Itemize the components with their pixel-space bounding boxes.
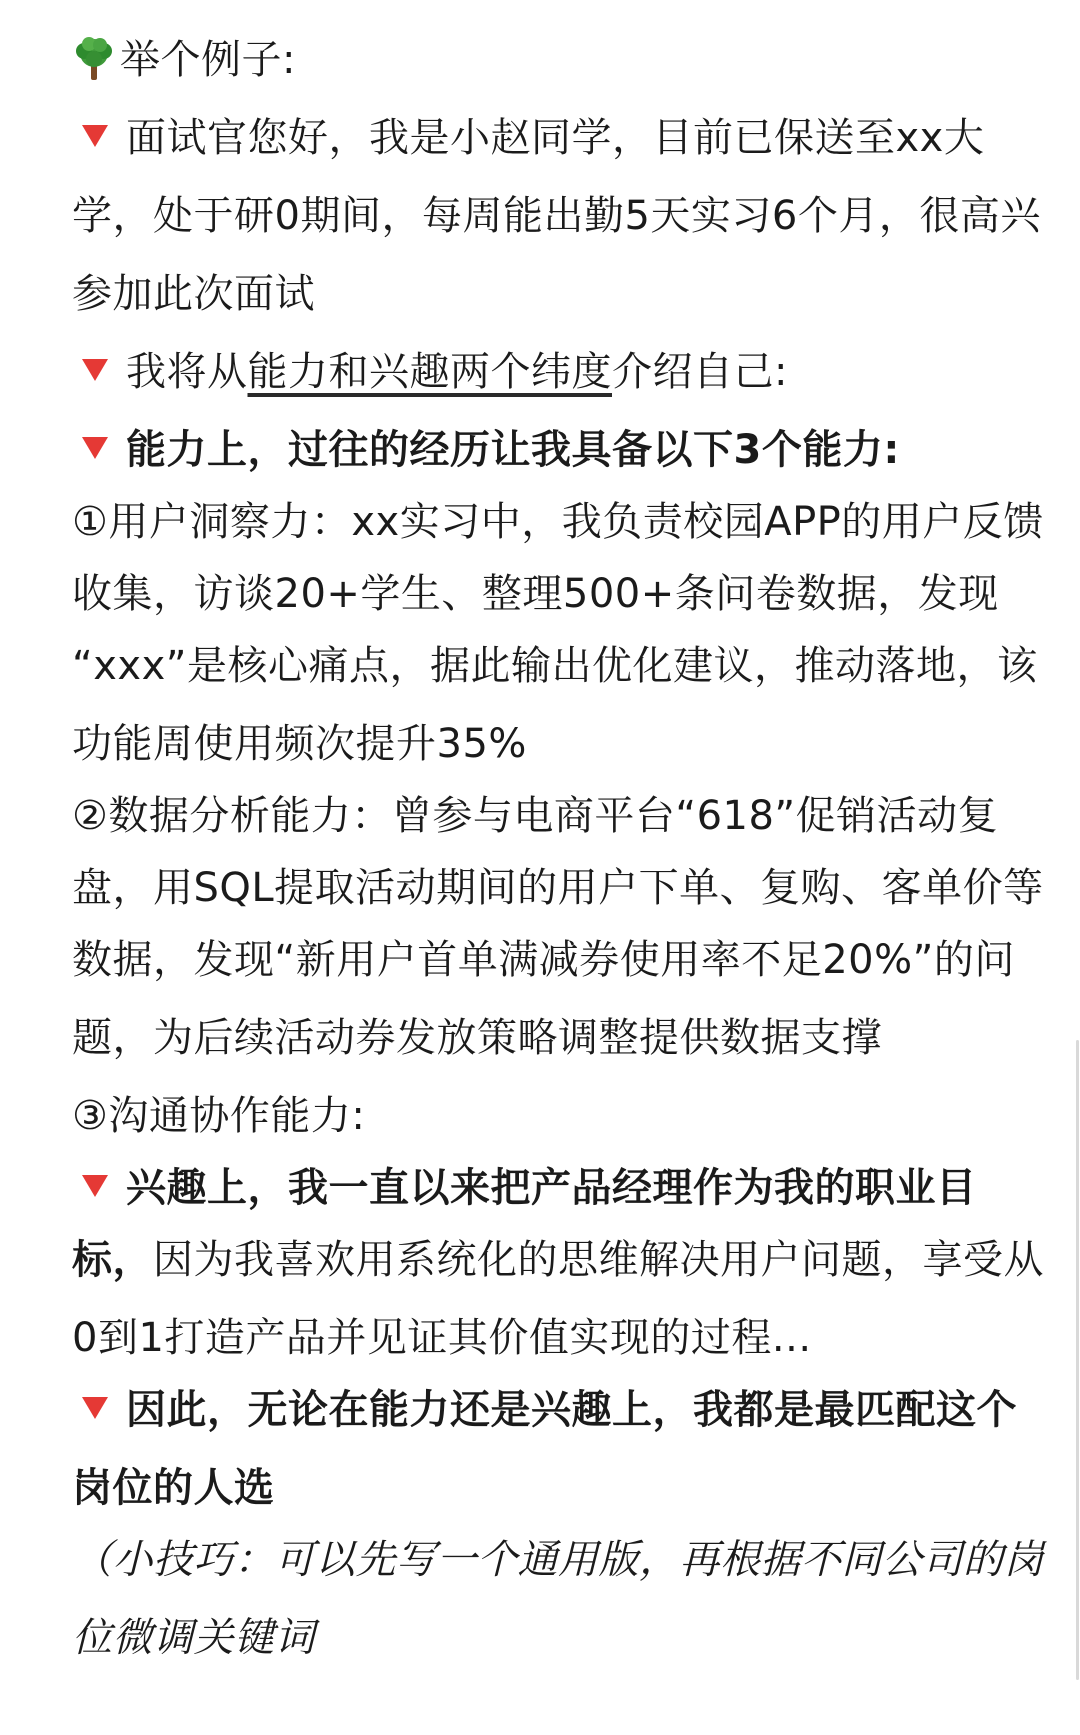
- scrollbar[interactable]: [1076, 1040, 1079, 1680]
- tip-line-2: 位微调关键词: [72, 1615, 315, 1661]
- red-triangle-icon: [82, 125, 108, 147]
- interest-line-3: 0到1打造产品并见证其价值实现的过程...: [72, 1315, 812, 1361]
- note-content: [72, 24, 1044, 1674]
- dimension-line: [72, 336, 1037, 408]
- dimension-text-after: 介绍自己:: [612, 349, 788, 395]
- red-triangle-icon: [82, 1397, 108, 1419]
- heading-text: 举个例子:: [120, 37, 296, 83]
- interest-bold-tail: 标，: [72, 1237, 153, 1283]
- dimension-underlined-text: 能力和兴趣两个纬度: [247, 349, 612, 395]
- ability1-line-2: 收集，访谈20+学生、整理500+条问卷数据，发现: [72, 571, 999, 617]
- interest-bold-text: 兴趣上，我一直以来把产品经理作为我的职业目: [126, 1165, 977, 1211]
- ability3-line: ③沟通协作能力:: [72, 1093, 366, 1139]
- ability2-line-2: 盘，用SQL提取活动期间的用户下单、复购、客单价等: [72, 865, 1044, 911]
- conclusion-text: 因此，无论在能力还是兴趣上，我都是最匹配这个: [126, 1387, 1017, 1433]
- conclusion-line-1: [72, 1374, 1037, 1446]
- red-triangle-icon: [82, 359, 108, 381]
- tree-icon: [72, 35, 116, 81]
- interest-text: 因为我喜欢用系统化的思维解决用户问题，享受从: [153, 1237, 1044, 1283]
- ability-heading: [72, 414, 1037, 486]
- intro-line-2: 学，处于研0期间，每周能出勤5天实习6个月，很高兴: [72, 193, 1041, 239]
- intro-line-1: [72, 102, 1037, 174]
- ability2-line-3: 数据，发现“新用户首单满减券使用率不足20%”的问: [72, 937, 1015, 983]
- ability-heading-text: 能力上，过往的经历让我具备以下3个能力:: [126, 427, 900, 473]
- tip-line-1: （小技巧：可以先写一个通用版，再根据不同公司的岗: [72, 1537, 1044, 1583]
- conclusion-line-2: 岗位的人选: [72, 1465, 275, 1511]
- interest-line-2: [72, 1224, 1044, 1296]
- ability2-line-1: ②数据分析能力：曾参与电商平台“618”促销活动复: [72, 793, 999, 839]
- intro-line-3: 参加此次面试: [72, 271, 315, 317]
- interest-line-1: [72, 1152, 1037, 1224]
- ability1-line-3: “xxx”是核心痛点，据此输出优化建议，推动落地，该: [72, 643, 1038, 689]
- ability1-line-4: 功能周使用频次提升35%: [72, 721, 527, 767]
- ability1-line-1: ①用户洞察力：xx实习中，我负责校园APP的用户反馈: [72, 499, 1044, 545]
- ability2-line-4: 题，为后续活动券发放策略调整提供数据支撑: [72, 1015, 882, 1061]
- intro-text: 面试官您好，我是小赵同学，目前已保送至xx大: [126, 115, 985, 161]
- red-triangle-icon: [82, 437, 108, 459]
- dimension-text-before: 我将从: [126, 349, 248, 395]
- red-triangle-icon: [82, 1175, 108, 1197]
- heading-line: [72, 24, 1037, 96]
